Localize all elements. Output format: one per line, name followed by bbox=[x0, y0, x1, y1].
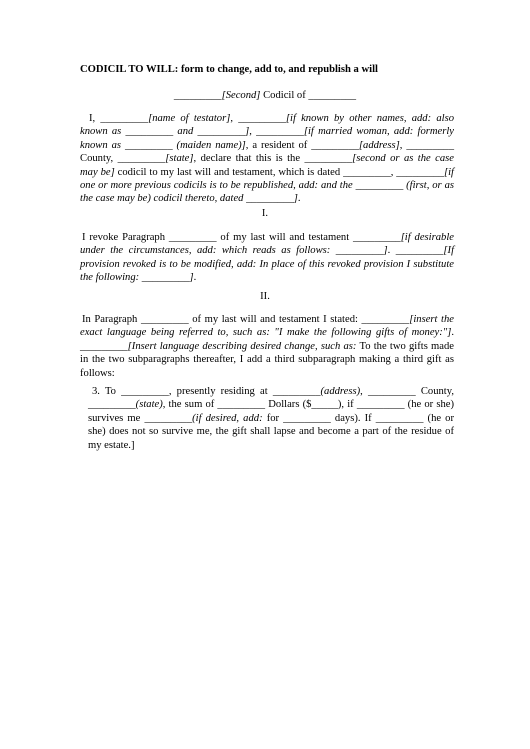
subtitle-ordinal: [Second] bbox=[221, 90, 261, 101]
text-run: 3. To _________, presently residing at _________ bbox=[92, 386, 321, 397]
text-run: , the sum of _________ Dollars ($_____), if _________ (he or she) survives me _________ bbox=[88, 399, 454, 424]
italic-run: [name of testator] bbox=[148, 113, 231, 124]
gift-subparagraph bbox=[88, 385, 454, 452]
text-run: , _________ bbox=[230, 113, 286, 124]
text-run: I, _________ bbox=[89, 113, 149, 124]
italic-run: [if married woman, add: formerly known as _________ (maiden name)] bbox=[80, 126, 455, 151]
italic-run: [if one or more previous codicils is to be republished, add: and the _________ (first, or as the case may be) codicil thereto, dated _________] bbox=[80, 166, 454, 205]
amendment-paragraph bbox=[80, 313, 454, 380]
text-run: , _________ bbox=[249, 126, 304, 138]
italic-run: [address] bbox=[358, 139, 400, 151]
italic-run: [if desirable under the circumstances, add: which reads as follows: _________] bbox=[80, 232, 454, 257]
text-run: . bbox=[297, 193, 301, 205]
subtitle-blank: _________ bbox=[308, 90, 357, 101]
italic-run: (state) bbox=[135, 399, 163, 411]
codicil-subtitle bbox=[0, 90, 530, 101]
text-run: . _________ bbox=[387, 245, 444, 257]
text-run: , declare that this is the _________ bbox=[193, 153, 353, 165]
text-run: . _________ bbox=[80, 327, 454, 352]
revocation-paragraph bbox=[80, 231, 454, 285]
declaration-paragraph bbox=[80, 112, 454, 206]
document-title: CODICIL TO WILL: form to change, add to, and republish a will bbox=[80, 64, 378, 75]
text-run: for _________ days). If _________ (he or she) does not so survive me, the gift shall lapse and become a part of the residue of my estate.] bbox=[88, 412, 454, 451]
text-run: In Paragraph _________ of my last will and testament I stated: _________ bbox=[82, 314, 410, 325]
text-run: , a resident of _________ bbox=[245, 139, 359, 151]
italic-run: [second or as the case may be] bbox=[80, 153, 454, 178]
italic-run: [state] bbox=[165, 153, 194, 165]
text-run: codicil to my last will and testament, which is dated _________, _________ bbox=[114, 166, 444, 178]
subtitle-text: Codicil of bbox=[260, 90, 309, 101]
italic-run: [Insert language describing desired change, such as: bbox=[127, 340, 357, 352]
italic-run: (address) bbox=[320, 386, 361, 397]
italic-run: [If provision revoked is to be modified, add: In place of this revoked provision I substitute the following: _________] bbox=[80, 245, 455, 284]
text-run: To the two gifts made in the two subparagraphs thereafter, I add a third subparagraph making a third gift as follows: bbox=[80, 340, 454, 379]
italic-run: (if desired, add: bbox=[192, 412, 263, 424]
text-run: , _________ County, _________ bbox=[80, 139, 455, 165]
italic-run: [if known by other names, add: also known as _________ and _________] bbox=[80, 113, 455, 138]
section-heading-2: II. bbox=[260, 291, 270, 302]
section-heading-1: I. bbox=[261, 208, 269, 219]
subtitle-blank: _________ bbox=[173, 90, 222, 101]
italic-run: [insert the exact language being referred to, such as: "I make the following gifts of money:"] bbox=[80, 314, 454, 339]
text-run: I revoke Paragraph _________ of my last will and testament _________ bbox=[82, 232, 401, 243]
text-run: , _________ County, _________ bbox=[88, 386, 454, 411]
text-run: . bbox=[193, 272, 197, 284]
